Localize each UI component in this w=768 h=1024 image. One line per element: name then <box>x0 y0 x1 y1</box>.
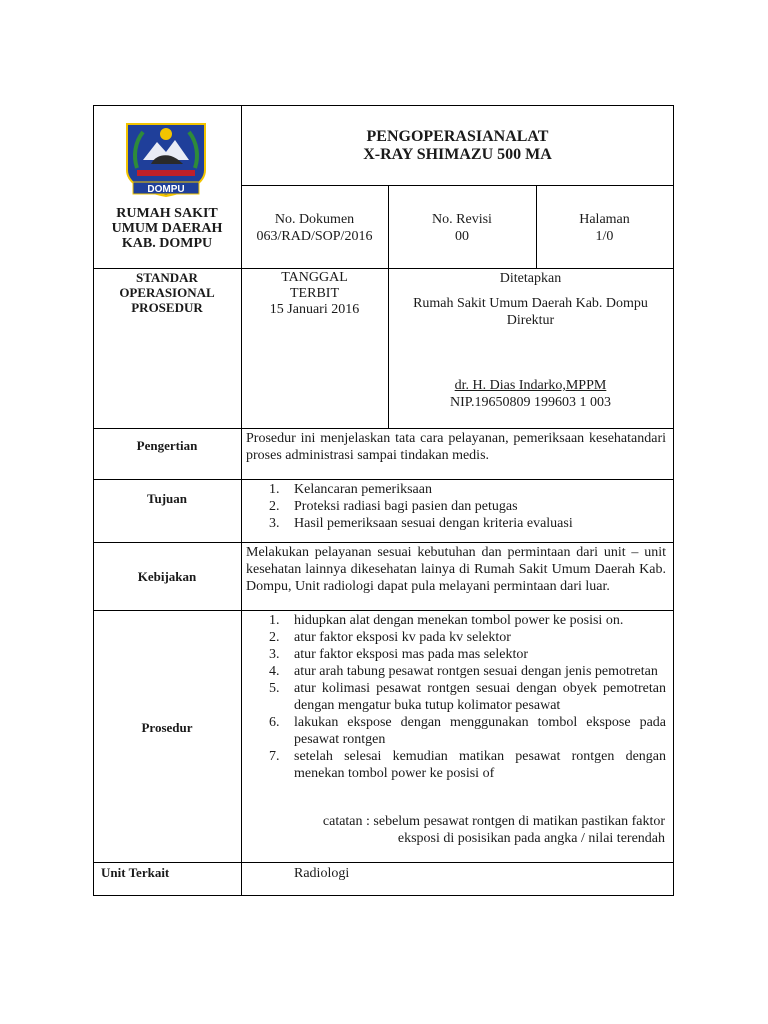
sop-document <box>93 105 674 896</box>
document-number-cell <box>241 211 388 245</box>
signatory-name: dr. H. Dias Indarko,MPPM <box>454 378 607 393</box>
kebijakan-label: Kebijakan <box>137 569 197 584</box>
row-divider-pengertian <box>93 479 674 480</box>
tujuan-list <box>241 481 666 532</box>
logo-text: DOMPU <box>147 184 185 195</box>
title-line-2: X-RAY SHIMAZU 500 MA <box>363 146 552 163</box>
row-divider-title <box>241 185 674 186</box>
row-divider-kebijakan <box>93 610 674 611</box>
signatory-nip: NIP.19650809 199603 1 003 <box>449 395 611 410</box>
issue-date-label-1: TANGGAL <box>281 270 348 285</box>
unit-terkait-value: Radiologi <box>294 866 350 881</box>
page-value: 1/0 <box>595 229 614 244</box>
document-number-value: 063/RAD/SOP/2016 <box>256 229 373 244</box>
hospital-line-3: KAB. DOMPU <box>121 236 213 251</box>
prosedur-list <box>241 612 666 782</box>
approval-heading: Ditetapkan <box>499 271 562 286</box>
hospital-line-1: RUMAH SAKIT <box>116 206 218 221</box>
hospital-name <box>93 206 241 251</box>
sop-line-3: PROSEDUR <box>131 300 203 315</box>
row-divider-sop <box>93 428 674 429</box>
border-bottom <box>93 895 674 896</box>
approval-role: Direktur <box>506 313 555 328</box>
title-line-1: PENGOPERASIANALAT <box>366 128 549 145</box>
row-divider-tujuan <box>93 542 674 543</box>
note-line-1: catatan : sebelum pesawat rontgen di matikan pastikan faktor <box>322 814 665 829</box>
revision-cell <box>388 211 536 245</box>
pengertian-text: Prosedur ini menjelaskan tata cara pelayanan, pemeriksaan kesehatandari proses administrasi sampai tindakan medis. <box>246 431 666 463</box>
border-right <box>673 105 674 896</box>
approval-cell <box>388 270 673 329</box>
hospital-line-2: UMUM DAERAH <box>111 221 223 236</box>
kebijakan-text: Melakukan pelayanan sesuai kebutuhan dan permintaan dari unit – unit kesehatan lainnya dikesehatan lainya di Rumah Sakit Umum Daerah Kab. Dompu, Unit radiologi dapat pula melayani permintaan dari luar. <box>246 545 666 594</box>
signatory-block <box>388 377 673 411</box>
sop-label <box>93 270 241 315</box>
prosedur-label: Prosedur <box>141 720 193 735</box>
list-item: 5. atur kolimasi pesawat rontgen sesuai dengan obyek pemotretan dengan mengatur buka tutup kolimator pesawat <box>269 681 666 713</box>
row-divider-prosedur <box>93 862 674 863</box>
document-number-label: No. Dokumen <box>274 212 355 227</box>
revision-value: 00 <box>455 229 469 244</box>
row-divider-doc <box>93 268 674 269</box>
page-cell <box>536 211 673 245</box>
issue-date-label-2: TERBIT <box>290 286 339 301</box>
prosedur-note <box>275 813 665 847</box>
approval-authority: Rumah Sakit Umum Daerah Kab. Dompu <box>413 296 648 311</box>
unit-terkait-label: Unit Terkait <box>101 865 170 880</box>
list-item: 2. Proteksi radiasi bagi pasien dan petugas <box>269 499 518 514</box>
list-item: 3. atur faktor eksposi mas pada mas selektor <box>269 647 529 662</box>
list-item: 1. Kelancaran pemeriksaan <box>269 482 432 497</box>
list-item: 4. atur arah tabung pesawat rontgen sesuai dengan jenis pemotretan <box>269 664 658 679</box>
tujuan-label: Tujuan <box>147 491 187 506</box>
list-item: 6. lakukan ekspose dengan menggunakan tombol ekspose pada pesawat rontgen <box>269 715 666 747</box>
dompu-logo-icon <box>123 120 209 198</box>
issue-date-value: 15 Januari 2016 <box>269 302 360 317</box>
issue-date-cell <box>241 270 388 318</box>
border-top <box>93 105 674 106</box>
revision-label: No. Revisi <box>432 212 492 227</box>
document-title <box>241 128 674 164</box>
list-item: 1. hidupkan alat dengan menekan tombol power ke posisi on. <box>269 613 624 628</box>
list-item: 3. Hasil pemeriksaan sesuai dengan kriteria evaluasi <box>269 516 573 531</box>
note-line-2: eksposi di posisikan pada angka / nilai terendah <box>397 831 665 846</box>
list-item: 7. setelah selesai kemudian matikan pesawat rontgen dengan menekan tombol power ke posisi of <box>269 749 666 781</box>
list-item: 2. atur faktor eksposi kv pada kv selektor <box>269 630 511 645</box>
pengertian-label: Pengertian <box>136 438 198 453</box>
sop-line-1: STANDAR <box>136 270 198 285</box>
sop-line-2: OPERASIONAL <box>119 285 215 300</box>
page-label: Halaman <box>579 212 630 227</box>
